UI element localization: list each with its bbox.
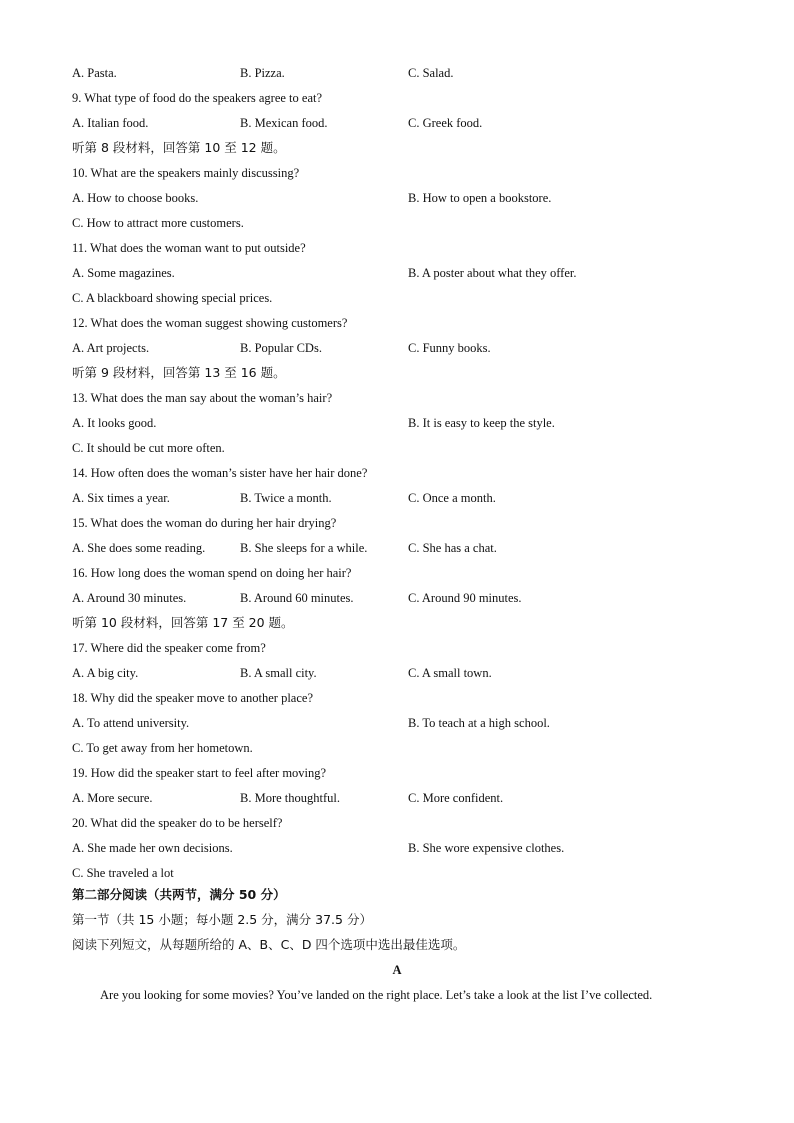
question-line: C. A blackboard showing special prices. <box>72 291 273 305</box>
option-c: C. Funny books. <box>408 341 491 355</box>
option-b: B. More thoughtful. <box>240 791 340 805</box>
section-heading: 听第 8 段材料，回答第 10 至 12 题。 <box>72 140 286 155</box>
option-c: C. Once a month. <box>408 491 496 505</box>
question-line: C. It should be cut more often. <box>72 441 225 455</box>
option-a: A. Around 30 minutes. <box>72 591 187 605</box>
option-b: B. She wore expensive clothes. <box>408 841 565 855</box>
option-b: B. It is easy to keep the style. <box>408 416 555 430</box>
option-c: C. Salad. <box>408 66 454 80</box>
option-a: A. More secure. <box>72 791 153 805</box>
question-line: 11. What does the woman want to put outside? <box>72 241 306 255</box>
option-b: B. To teach at a high school. <box>408 716 550 730</box>
question-line: 16. How long does the woman spend on doing her hair? <box>72 566 352 580</box>
passage-first-line: Are you looking for some movies? You’ve landed on the right place. Let’s take a look at the list I’ve collected. <box>100 988 653 1002</box>
section-part: 第一节（共 15 小题；每小题 2.5 分，满分 37.5 分） <box>72 912 372 927</box>
option-c: C. More confident. <box>408 791 504 805</box>
option-a: A. Italian food. <box>72 116 149 130</box>
question-line: 19. How did the speaker start to feel after moving? <box>72 766 327 780</box>
option-a: A. It looks good. <box>72 416 157 430</box>
option-a: A. She does some reading. <box>72 541 206 555</box>
option-a: A. How to choose books. <box>72 191 199 205</box>
question-line: 14. How often does the woman’s sister have her hair done? <box>72 466 368 480</box>
passage-letter: A <box>392 963 402 977</box>
option-a: A. Six times a year. <box>72 491 170 505</box>
question-line: 20. What did the speaker do to be herself? <box>72 816 283 830</box>
question-line: C. How to attract more customers. <box>72 216 244 230</box>
option-a: A. Pasta. <box>72 66 117 80</box>
question-line: 10. What are the speakers mainly discussing? <box>72 166 300 180</box>
option-c: C. She has a chat. <box>408 541 497 555</box>
question-line: 12. What does the woman suggest showing customers? <box>72 316 348 330</box>
option-b: B. She sleeps for a while. <box>240 541 368 555</box>
question-line: C. To get away from her hometown. <box>72 741 253 755</box>
option-b: B. Popular CDs. <box>240 341 322 355</box>
question-line: 15. What does the woman do during her hair drying? <box>72 516 337 530</box>
option-b: B. Twice a month. <box>240 491 332 505</box>
option-c: C. Greek food. <box>408 116 483 130</box>
question-line: 18. Why did the speaker move to another place? <box>72 691 314 705</box>
section-instruction: 阅读下列短文，从每题所给的 A、B、C、D 四个选项中选出最佳选项。 <box>72 937 466 952</box>
option-b: B. A small city. <box>240 666 317 680</box>
option-a: A. Art projects. <box>72 341 150 355</box>
section-heading: 听第 10 段材料，回答第 17 至 20 题。 <box>72 615 294 630</box>
option-b: B. How to open a bookstore. <box>408 191 552 205</box>
option-a: A. A big city. <box>72 666 139 680</box>
option-b: B. Around 60 minutes. <box>240 591 354 605</box>
question-line: 9. What type of food do the speakers agree to eat? <box>72 91 323 105</box>
option-a: A. To attend university. <box>72 716 190 730</box>
option-b: B. A poster about what they offer. <box>408 266 577 280</box>
option-a: A. Some magazines. <box>72 266 175 280</box>
option-c: C. A small town. <box>408 666 492 680</box>
option-a: A. She made her own decisions. <box>72 841 233 855</box>
question-line: C. She traveled a lot <box>72 866 174 880</box>
section-title: 第二部分阅读（共两节，满分 50 分） <box>72 887 286 902</box>
question-line: 17. Where did the speaker come from? <box>72 641 266 655</box>
option-b: B. Mexican food. <box>240 116 328 130</box>
option-b: B. Pizza. <box>240 66 285 80</box>
option-c: C. Around 90 minutes. <box>408 591 522 605</box>
section-heading: 听第 9 段材料，回答第 13 至 16 题。 <box>72 365 286 380</box>
question-line: 13. What does the man say about the woman’s hair? <box>72 391 333 405</box>
